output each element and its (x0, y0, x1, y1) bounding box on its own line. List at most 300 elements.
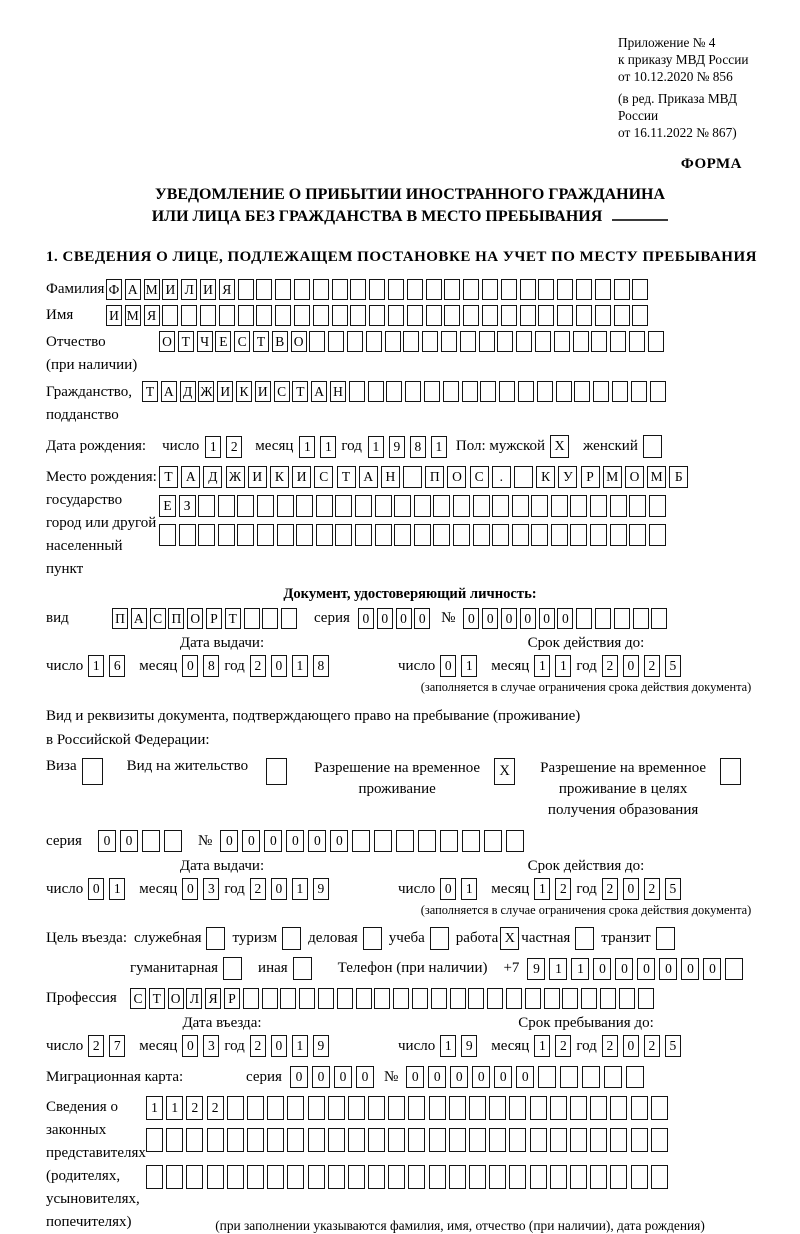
char-cell (489, 1096, 506, 1120)
char-cell: Д (203, 466, 222, 488)
identity-doc-heading: Документ, удостоверяющий личность: (283, 586, 537, 602)
char-cell (720, 758, 741, 785)
char-cell (82, 758, 103, 785)
char-cell (633, 608, 649, 629)
form-title-line1: УВЕДОМЛЕНИЕ О ПРИБЫТИИ ИНОСТРАННОГО ГРАЖДАНИНА (154, 186, 666, 203)
char-cell (396, 830, 414, 852)
char-cell: 0 (472, 1066, 490, 1088)
char-cell (287, 1165, 304, 1189)
char-cell: . (492, 466, 511, 488)
profession-label: Профессия (46, 990, 117, 1006)
char-cell: 0 (593, 958, 611, 980)
char-cell (650, 381, 666, 402)
char-cell (656, 927, 675, 950)
doc-series-label: серия (313, 610, 350, 626)
char-cell: 0 (615, 958, 633, 980)
char-cell (614, 608, 630, 629)
phone-cells (527, 958, 747, 980)
char-cell: Я (144, 305, 160, 326)
char-cell (509, 1128, 526, 1152)
char-cell: И (255, 381, 271, 402)
char-cell: И (217, 381, 233, 402)
char-cell (610, 1128, 627, 1152)
char-cell: 9 (313, 878, 329, 900)
char-cell: 0 (396, 608, 412, 629)
surname-cells (106, 279, 651, 300)
char-cell: 0 (520, 608, 536, 629)
char-cell: Т (178, 331, 194, 352)
char-cell (576, 608, 592, 629)
char-cell (453, 495, 470, 517)
issue-month-cells (182, 655, 224, 677)
char-cell (484, 830, 502, 852)
char-cell: 0 (330, 830, 348, 852)
char-cell (385, 331, 401, 352)
doc-type-cells (112, 608, 300, 629)
char-cell (489, 1165, 506, 1189)
char-cell (482, 279, 498, 300)
char-cell: 0 (182, 878, 198, 900)
char-cell: Л (181, 279, 197, 300)
char-cell: 2 (88, 1035, 104, 1057)
visa-checkbox (82, 758, 103, 785)
char-cell (497, 331, 513, 352)
birth-year-label: год (341, 438, 362, 454)
sex-male-checkbox (550, 435, 569, 458)
char-cell: М (144, 279, 160, 300)
char-cell (595, 279, 611, 300)
char-cell (492, 524, 509, 546)
representatives-label: Сведения о законных представителях (родителях, усыновителях, попечителях) (46, 1099, 146, 1230)
migration-series-label: серия (246, 1068, 282, 1085)
char-cell (388, 1096, 405, 1120)
migration-number-cells (406, 1066, 648, 1088)
char-cell: 9 (313, 1035, 329, 1057)
char-cell (198, 495, 215, 517)
birth-month-cells (299, 436, 341, 458)
char-cell (313, 279, 329, 300)
char-cell (610, 1165, 627, 1189)
char-cell: 9 (389, 436, 405, 458)
residence-series-label: серия (46, 832, 82, 849)
char-cell (418, 830, 436, 852)
char-cell (368, 1165, 385, 1189)
char-cell (429, 1128, 446, 1152)
char-cell (348, 1165, 365, 1189)
char-cell (328, 1096, 345, 1120)
char-cell (227, 1128, 244, 1152)
char-cell (355, 524, 372, 546)
char-cell (328, 1165, 345, 1189)
surname-row (46, 279, 774, 300)
doc-number-cells (463, 608, 670, 629)
appendix-line: Приложение № 4 (618, 35, 716, 50)
char-cell (632, 305, 648, 326)
representatives-row (46, 1096, 774, 1234)
representatives-cells-row2 (146, 1128, 671, 1152)
char-cell (631, 1165, 648, 1189)
purpose-label: Цель въезда: (46, 930, 127, 946)
char-cell (535, 331, 551, 352)
migration-number-label: № (383, 1068, 399, 1085)
firstname-cells (106, 305, 651, 326)
char-cell (512, 495, 529, 517)
char-cell: С (130, 988, 146, 1009)
char-cell (525, 988, 541, 1009)
char-cell: Я (205, 988, 221, 1009)
residence-expiry-year-cells (602, 878, 686, 900)
char-cell (207, 1165, 224, 1189)
char-cell (614, 305, 630, 326)
char-cell (570, 524, 587, 546)
char-cell: 1 (320, 436, 336, 458)
char-cell (159, 524, 176, 546)
char-cell (363, 927, 382, 950)
migration-card-label: Миграционная карта: (46, 1068, 184, 1085)
char-cell: 7 (109, 1035, 125, 1057)
sex-female-checkbox (643, 435, 662, 458)
char-cell: М (603, 466, 622, 488)
char-cell (257, 524, 274, 546)
char-cell (386, 381, 402, 402)
char-cell: 2 (602, 1035, 618, 1057)
char-cell: Р (206, 608, 222, 629)
char-cell: 6 (109, 655, 125, 677)
char-cell (462, 381, 478, 402)
char-cell (368, 1096, 385, 1120)
char-cell: 2 (602, 878, 618, 900)
char-cell: 1 (368, 436, 384, 458)
char-cell: 0 (334, 1066, 352, 1088)
char-cell (443, 381, 459, 402)
purpose-option-checkbox (500, 927, 519, 950)
char-cell: 1 (292, 878, 308, 900)
char-cell (473, 495, 490, 517)
char-cell: 0 (312, 1066, 330, 1088)
identity-issue-col: Дата выдачи: число 1 6 месяц 0 8 год 2 0 1 8 (46, 635, 398, 695)
char-cell (531, 524, 548, 546)
char-cell: 0 (264, 830, 282, 852)
char-cell (296, 495, 313, 517)
char-cell (469, 1165, 486, 1189)
char-cell: 0 (703, 958, 721, 980)
char-cell (166, 1128, 183, 1152)
char-cell: 2 (250, 655, 266, 677)
char-cell: 2 (250, 878, 266, 900)
birth-day-cells (205, 436, 247, 458)
residence-issue-year-cells (250, 878, 334, 900)
char-cell: П (112, 608, 128, 629)
char-cell: С (470, 466, 489, 488)
char-cell (537, 381, 553, 402)
phone-prefix: +7 (503, 960, 520, 976)
char-cell: П (425, 466, 444, 488)
char-cell: 0 (356, 1066, 374, 1088)
char-cell (429, 1096, 446, 1120)
birthplace-row (46, 466, 774, 581)
char-cell (388, 279, 404, 300)
char-cell: М (125, 305, 141, 326)
char-cell (368, 381, 384, 402)
char-cell (375, 524, 392, 546)
char-cell (422, 331, 438, 352)
char-cell (393, 988, 409, 1009)
char-cell (638, 988, 654, 1009)
char-cell (244, 608, 260, 629)
char-cell (275, 279, 291, 300)
char-cell: 2 (602, 655, 618, 677)
char-cell (206, 927, 225, 950)
char-cell (256, 279, 272, 300)
char-cell (582, 1066, 600, 1088)
char-cell (544, 988, 560, 1009)
char-cell (449, 1165, 466, 1189)
char-cell: 0 (450, 1066, 468, 1088)
char-cell: 1 (440, 1035, 456, 1057)
char-cell (725, 958, 743, 980)
identity-doc-dates (46, 635, 774, 695)
patronymic-cells (159, 331, 667, 352)
char-cell (501, 305, 517, 326)
form-title (46, 184, 774, 228)
char-cell: Т (149, 988, 165, 1009)
edition-date-line: от 16.11.2022 № 867) (618, 125, 737, 140)
char-cell (287, 1128, 304, 1152)
char-cell: 0 (623, 655, 639, 677)
char-cell: И (292, 466, 311, 488)
char-cell: Т (292, 381, 308, 402)
char-cell: О (291, 331, 307, 352)
char-cell: 1 (299, 436, 315, 458)
char-cell: Т (253, 331, 269, 352)
char-cell: 1 (146, 1096, 163, 1120)
char-cell: 0 (271, 1035, 287, 1057)
char-cell: 9 (461, 1035, 477, 1057)
char-cell (146, 1128, 163, 1152)
issue-year-cells (250, 655, 334, 677)
char-cell: 0 (182, 1035, 198, 1057)
char-cell (574, 381, 590, 402)
entry-date-col: Дата въезда: число 2 7 месяц 0 3 год 2 0 1 9 (46, 1015, 398, 1057)
char-cell (610, 524, 627, 546)
purpose-option-checkbox (575, 927, 594, 950)
char-cell: 2 (644, 878, 660, 900)
char-cell (449, 1128, 466, 1152)
birthdate-row (46, 435, 774, 458)
purpose-row1 (46, 927, 774, 950)
char-cell: 0 (242, 830, 260, 852)
residence-series-cells (98, 830, 186, 852)
char-cell: К (270, 466, 289, 488)
birthplace-cells-row1 (159, 466, 692, 488)
char-cell: 0 (406, 1066, 424, 1088)
purpose-option-label: деловая (308, 930, 358, 946)
char-cell (198, 524, 215, 546)
char-cell: 0 (516, 1066, 534, 1088)
char-cell: 0 (623, 1035, 639, 1057)
char-cell (181, 305, 197, 326)
purpose-option-checkbox (363, 927, 382, 950)
citizenship-cells (142, 381, 668, 402)
char-cell: С (314, 466, 333, 488)
char-cell (557, 279, 573, 300)
char-cell (146, 1165, 163, 1189)
char-cell: М (647, 466, 666, 488)
char-cell (509, 1165, 526, 1189)
char-cell (349, 381, 365, 402)
char-cell (651, 1165, 668, 1189)
char-cell: Я (219, 279, 235, 300)
char-cell (200, 305, 216, 326)
char-cell (631, 381, 647, 402)
char-cell: 2 (644, 1035, 660, 1057)
char-cell (374, 830, 392, 852)
char-cell (347, 331, 363, 352)
char-cell (649, 524, 666, 546)
char-cell (462, 830, 480, 852)
char-cell: 1 (549, 958, 567, 980)
stay-month-cells (534, 1035, 576, 1057)
char-cell: 1 (292, 1035, 308, 1057)
char-cell (296, 524, 313, 546)
residence-issue-day-cells (88, 878, 130, 900)
char-cell (332, 305, 348, 326)
char-cell: 0 (88, 878, 104, 900)
char-cell: Л (186, 988, 202, 1009)
char-cell: 2 (644, 655, 660, 677)
purpose-option-label: иная (258, 960, 288, 976)
char-cell: 0 (501, 608, 517, 629)
order-line: к приказу МВД России (618, 52, 749, 67)
purpose-option-label: служебная (133, 930, 202, 946)
char-cell (518, 381, 534, 402)
char-cell: О (625, 466, 644, 488)
char-cell (530, 1096, 547, 1120)
char-cell (430, 927, 449, 950)
char-cell: 1 (461, 878, 477, 900)
sex-female-label: женский (583, 438, 638, 454)
char-cell (501, 279, 517, 300)
char-cell (408, 1096, 425, 1120)
char-cell: Р (581, 466, 600, 488)
char-cell: И (162, 279, 178, 300)
char-cell (348, 1096, 365, 1120)
char-cell (267, 1096, 284, 1120)
purpose-option-label: работа (455, 930, 499, 946)
char-cell: 0 (623, 878, 639, 900)
char-cell (433, 495, 450, 517)
char-cell (489, 1128, 506, 1152)
visa-label: Виза (46, 758, 77, 774)
char-cell (576, 305, 592, 326)
birthplace-cells-block (159, 466, 774, 551)
char-cell (509, 1096, 526, 1120)
char-cell: Е (215, 331, 231, 352)
expiry-date-heading: Срок действия до: (527, 635, 645, 651)
char-cell (520, 279, 536, 300)
char-cell (492, 495, 509, 517)
char-cell: Т (337, 466, 356, 488)
char-cell (590, 1165, 607, 1189)
char-cell (266, 758, 287, 785)
char-cell (591, 331, 607, 352)
char-cell: И (106, 305, 122, 326)
char-cell (207, 1128, 224, 1152)
purpose-option-label: частная (521, 930, 571, 946)
char-cell (631, 1096, 648, 1120)
char-cell (335, 495, 352, 517)
char-cell: 0 (440, 655, 456, 677)
char-cell (530, 1165, 547, 1189)
char-cell (282, 927, 301, 950)
rvp-checkbox (494, 758, 515, 785)
char-cell: А (125, 279, 141, 300)
char-cell (237, 524, 254, 546)
purpose-option-label: туризм (232, 930, 278, 946)
char-cell (460, 331, 476, 352)
char-cell: 0 (557, 608, 573, 629)
birthplace-cells-row3 (159, 524, 668, 546)
char-cell: 0 (271, 878, 287, 900)
char-cell: 3 (203, 1035, 219, 1057)
char-cell (394, 524, 411, 546)
char-cell (256, 305, 272, 326)
char-cell (516, 331, 532, 352)
char-cell (247, 1165, 264, 1189)
representatives-cells-row1 (146, 1096, 671, 1120)
char-cell: О (159, 331, 175, 352)
entry-dates (46, 1015, 774, 1057)
char-cell: К (536, 466, 555, 488)
char-cell (538, 279, 554, 300)
char-cell: X (550, 435, 569, 458)
char-cell (223, 957, 242, 980)
entry-month-cells (182, 1035, 224, 1057)
char-cell: А (131, 608, 147, 629)
representatives-note: (при заполнении указываются фамилия, имя, отчество (при наличии), дата рождения) (215, 1218, 705, 1233)
forma-label: ФОРМА (680, 156, 742, 172)
char-cell: Т (159, 466, 178, 488)
vnzh-checkbox (266, 758, 287, 785)
char-cell (562, 988, 578, 1009)
char-cell (480, 381, 496, 402)
char-cell (238, 279, 254, 300)
char-cell (530, 1128, 547, 1152)
char-cell (575, 927, 594, 950)
char-cell: П (168, 608, 184, 629)
char-cell (499, 381, 515, 402)
char-cell (632, 279, 648, 300)
char-cell (431, 988, 447, 1009)
char-cell (332, 279, 348, 300)
char-cell (487, 988, 503, 1009)
char-cell: О (447, 466, 466, 488)
char-cell (369, 279, 385, 300)
char-cell (405, 381, 421, 402)
char-cell (576, 279, 592, 300)
char-cell: А (359, 466, 378, 488)
char-cell (429, 1165, 446, 1189)
char-cell: 0 (290, 1066, 308, 1088)
doc-series-cells (358, 608, 433, 629)
char-cell: Т (225, 608, 241, 629)
residence-issue-month-cells (182, 878, 224, 900)
legal-reference-block (618, 34, 774, 141)
char-cell: В (272, 331, 288, 352)
char-cell (581, 988, 597, 1009)
char-cell (570, 495, 587, 517)
char-cell (308, 1096, 325, 1120)
